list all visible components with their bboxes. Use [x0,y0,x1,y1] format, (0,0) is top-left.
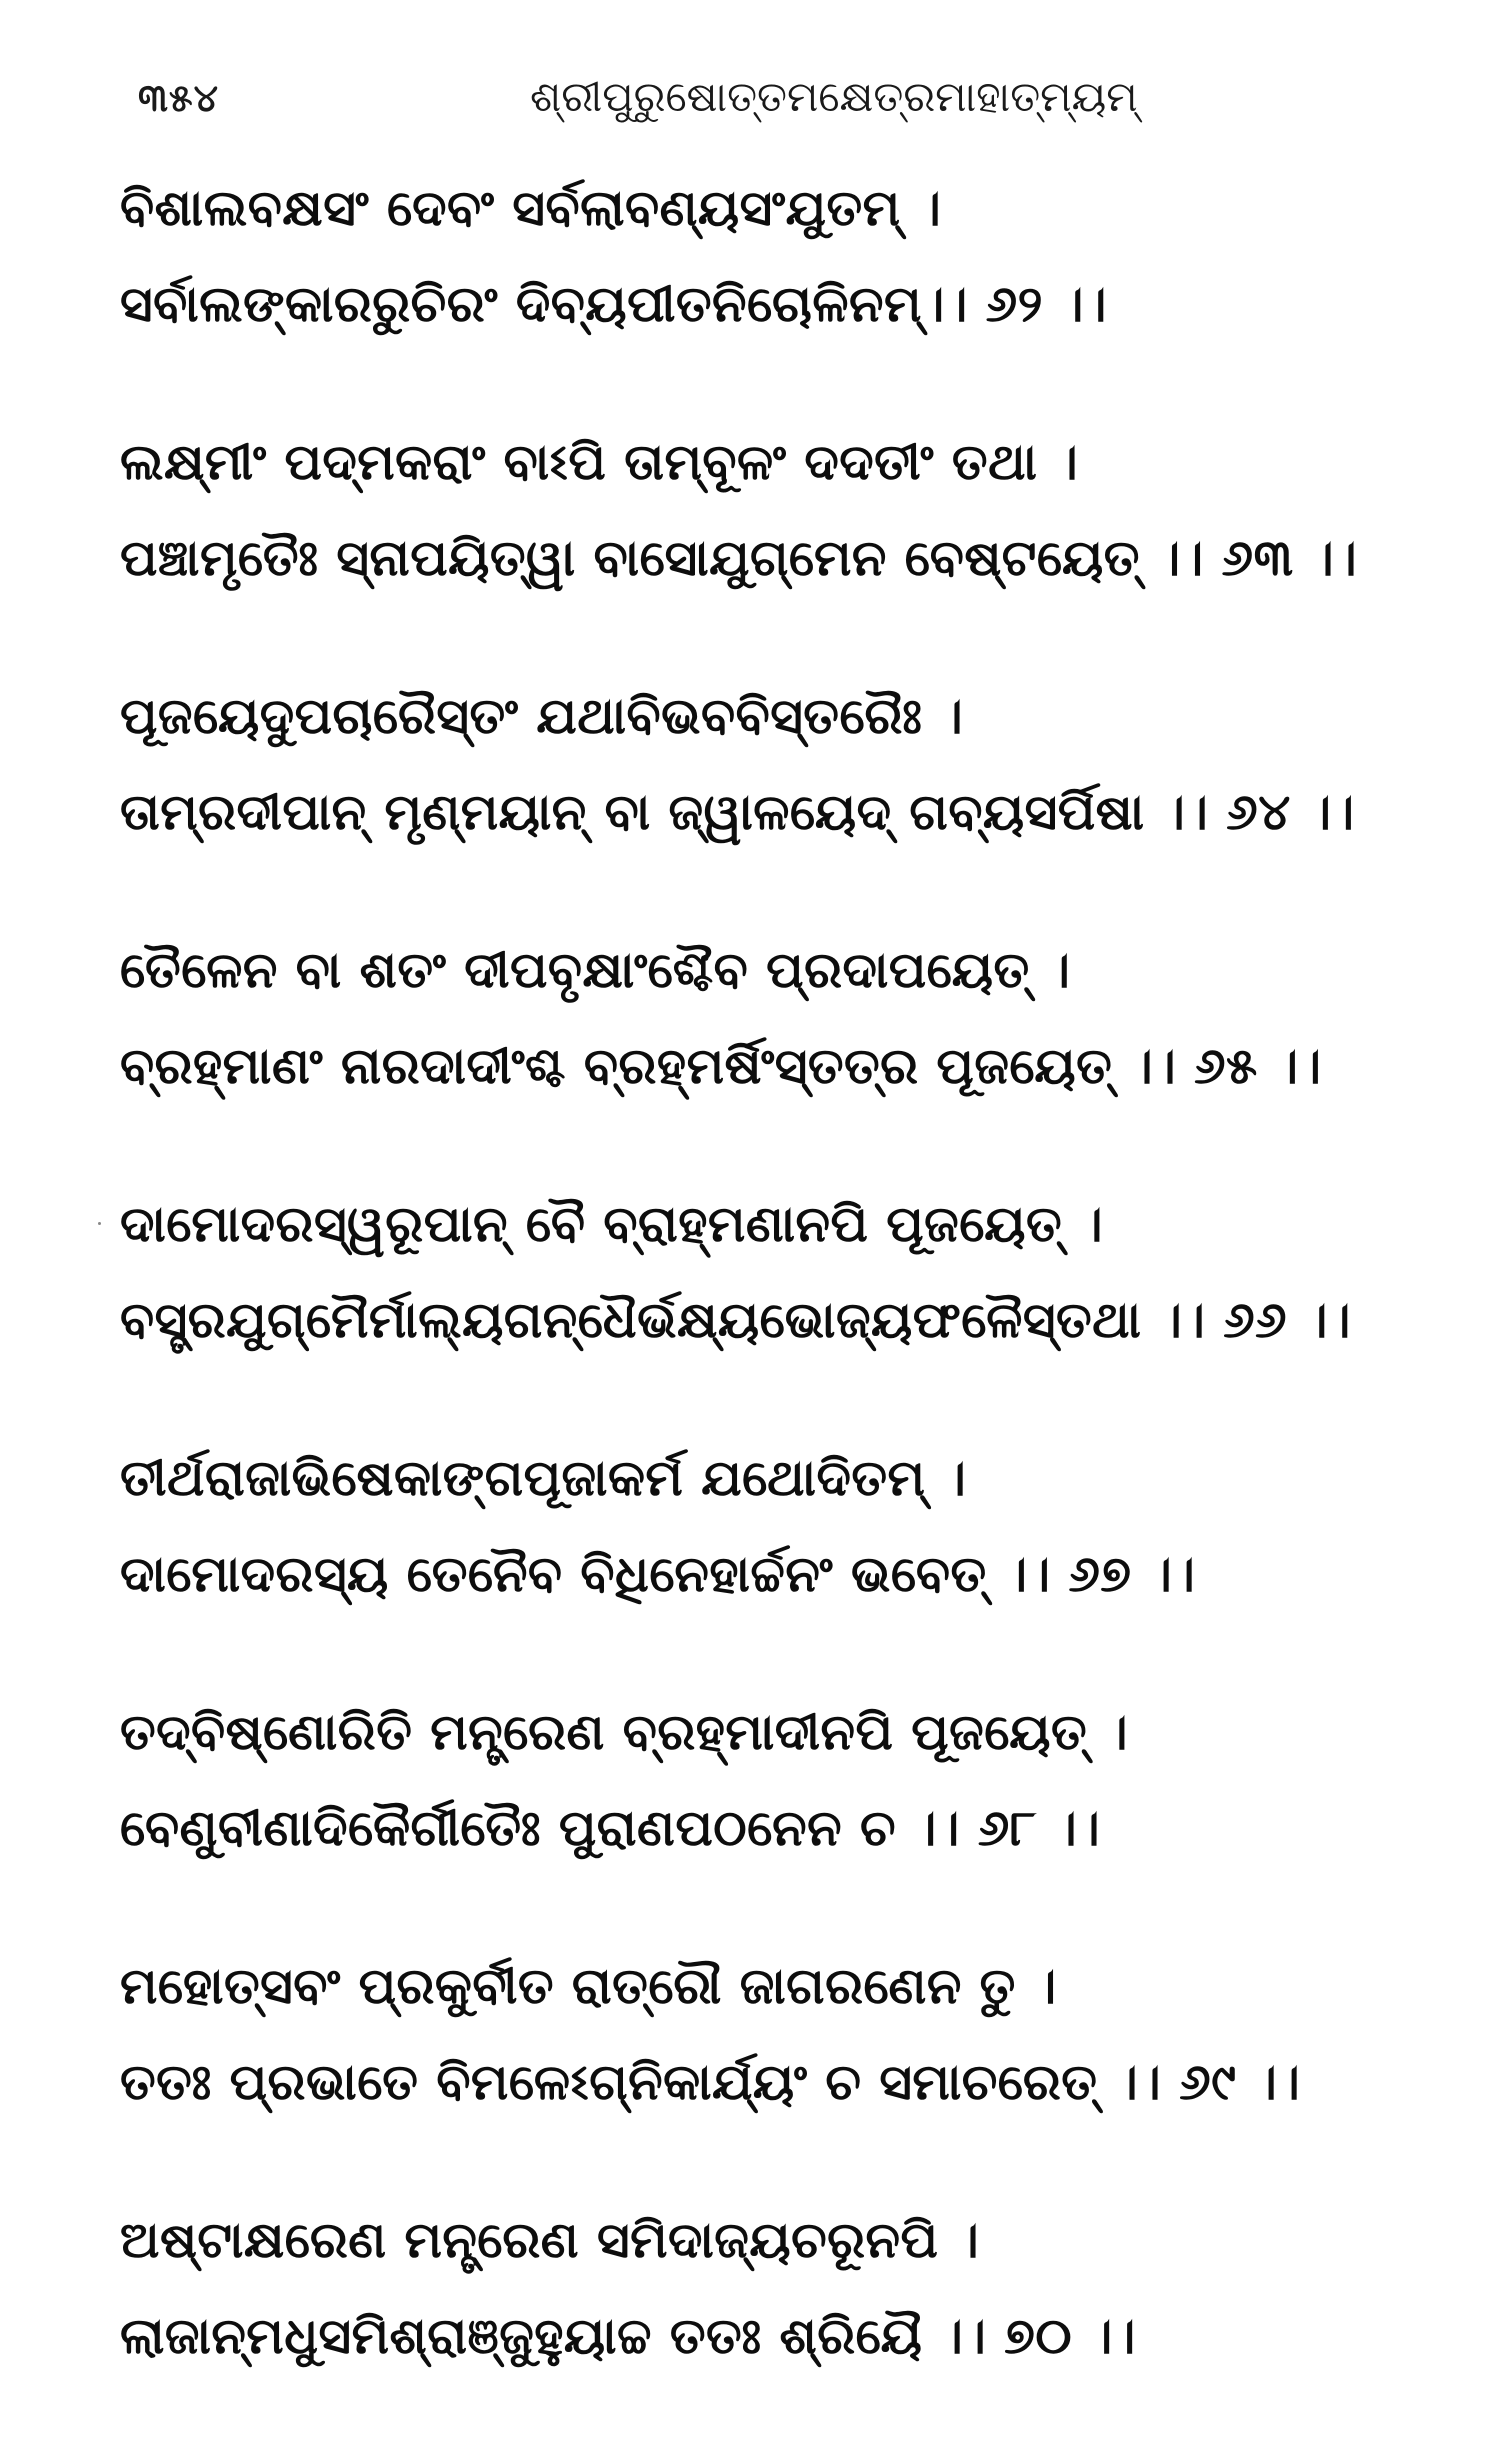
verse-line: ଅଷ୍ଟାକ୍ଷରେଣ ମନ୍ତ୍ରେଣ ସମିଦାଜ୍ୟଚରୂନପି । [120,2211,980,2269]
verse-line: ଲାଜାନ୍ମଧୁସମିଶ୍ରାଞ୍ଜୁହୁୟାଚ୍ଚ ତତଃ ଶ୍ରିୟୈ ।। ୭୦ ।। [120,2307,1136,2365]
verse-line: ମହୋତ୍ସବଂ ପ୍ରକୁର୍ବୀତ ରାତ୍ରୌ ଜାଗରଣେନ ତୁ । [120,1957,1057,2015]
verse-line: ପୂଜୟେଦୁପଚାରୈସ୍ତଂ ଯଥାବିଭବବିସ୍ତରୈଃ । [120,687,964,745]
verse-line: ଦାମୋଦରସ୍ୱରୂପାନ୍ ବୈ ବ୍ରାହ୍ମଣାନପି ପୂଜୟେତ୍ । [120,1195,1104,1253]
verse-line: ପଞ୍ଚାମୃତୈଃ ସ୍ନାପୟିତ୍ୱା ବାସୋଯୁଗ୍ମେନ ବେଷ୍ଟୟେତ୍ ।। ୬୩ ।। [120,529,1358,587]
verse-line: ଲକ୍ଷ୍ମୀଂ ପଦ୍ମକରାଂ ବାଽପି ତାମ୍ବୂଳଂ ଦଦତୀଂ ତଥା । [120,433,1079,491]
verse-line: ବିଶାଲବକ୍ଷସଂ ଦେବଂ ସର୍ବଲାବଣ୍ୟସଂଯୁତମ୍ । [120,179,942,237]
paper-speck [98,1222,101,1225]
verse-67 [120,1430,1480,1622]
verse-line: ତୀର୍ଥରାଜାଭିଷେକାଙ୍ଗପୂଜାକର୍ମ ଯଥୋଦିତମ୍ । [120,1449,967,1507]
verse-line: ବସ୍ତ୍ରଯୁଗ୍ମୈର୍ମାଲ୍ୟଗନ୍ଧୈର୍ଭକ୍ଷ୍ୟଭୋଜ୍ୟଫଳୈସ୍ତଥା ।। ୬୬ ।। [120,1291,1351,1349]
verse-line: ତାମ୍ରଦୀପାନ୍ ମୃଣ୍ମୟାନ୍ ବା ଜ୍ୱାଳୟେଦ୍ ଗବ୍ୟସର୍ପିଷା ।। ୬୪ ।। [120,783,1355,841]
verse-line: ତୈଳେନ ବା ଶତଂ ଦୀପବୃକ୍ଷାଂଶ୍ଚୈବ ପ୍ରଦାପୟେତ୍ । [120,941,1071,999]
verse-line: ତତଃ ପ୍ରଭାତେ ବିମଳେଽଗ୍ନିକାର୍ଯ୍ୟଂ ଚ ସମାଚରେତ୍ ।। ୬୯ ।। [120,2053,1301,2111]
verse-line: ବ୍ରହ୍ମାଣଂ ନାରଦାଦୀଂଶ୍ଚ ବ୍ରହ୍ମର୍ଷିଂସ୍ତତ୍ର ପୂଜୟେତ୍ ।। ୬୫ ।। [120,1037,1322,1095]
verse-65 [120,922,1480,1114]
verse-62 [120,160,1480,352]
verse-66 [120,1176,1480,1368]
page-header [130,68,1370,128]
verse-line: ଦାମୋଦରସ୍ୟ ତେନୈବ ବିଧିନେହାର୍ଚ୍ଚନଂ ଭବେତ୍ ।। ୬୭ ।। [120,1545,1196,1603]
verse-69 [120,1938,1480,2130]
verse-line: ତଦ୍‌ବିଷ୍ଣୋରିତି ମନ୍ତ୍ରେଣ ବ୍ରହ୍ମାଦୀନପି ପୂଜୟେତ୍ । [120,1703,1129,1761]
verse-70 [120,2192,1480,2384]
verse-line: ସର୍ବାଲଙ୍କାରରୁଚିରଂ ଦିବ୍ୟପୀତନିଚୋଳିନମ୍।। ୬୨ ।। [120,275,1107,333]
verse-63 [120,414,1480,606]
verse-64 [120,668,1480,860]
verse-68 [120,1684,1480,1876]
page-number: ୩୫୪ [138,76,219,120]
running-title: ଶ୍ରୀପୁରୁଷୋତ୍ତମକ୍ଷେତ୍ରମାହାତ୍ମ୍ୟମ୍ [530,72,1138,121]
verse-list [120,160,1480,2446]
verse-line: ବେଣୁବୀଣାଦିକୈର୍ଗୀତୈଃ ପୁରାଣପଠନେନ ଚ ।। ୬୮ ।। [120,1799,1101,1857]
